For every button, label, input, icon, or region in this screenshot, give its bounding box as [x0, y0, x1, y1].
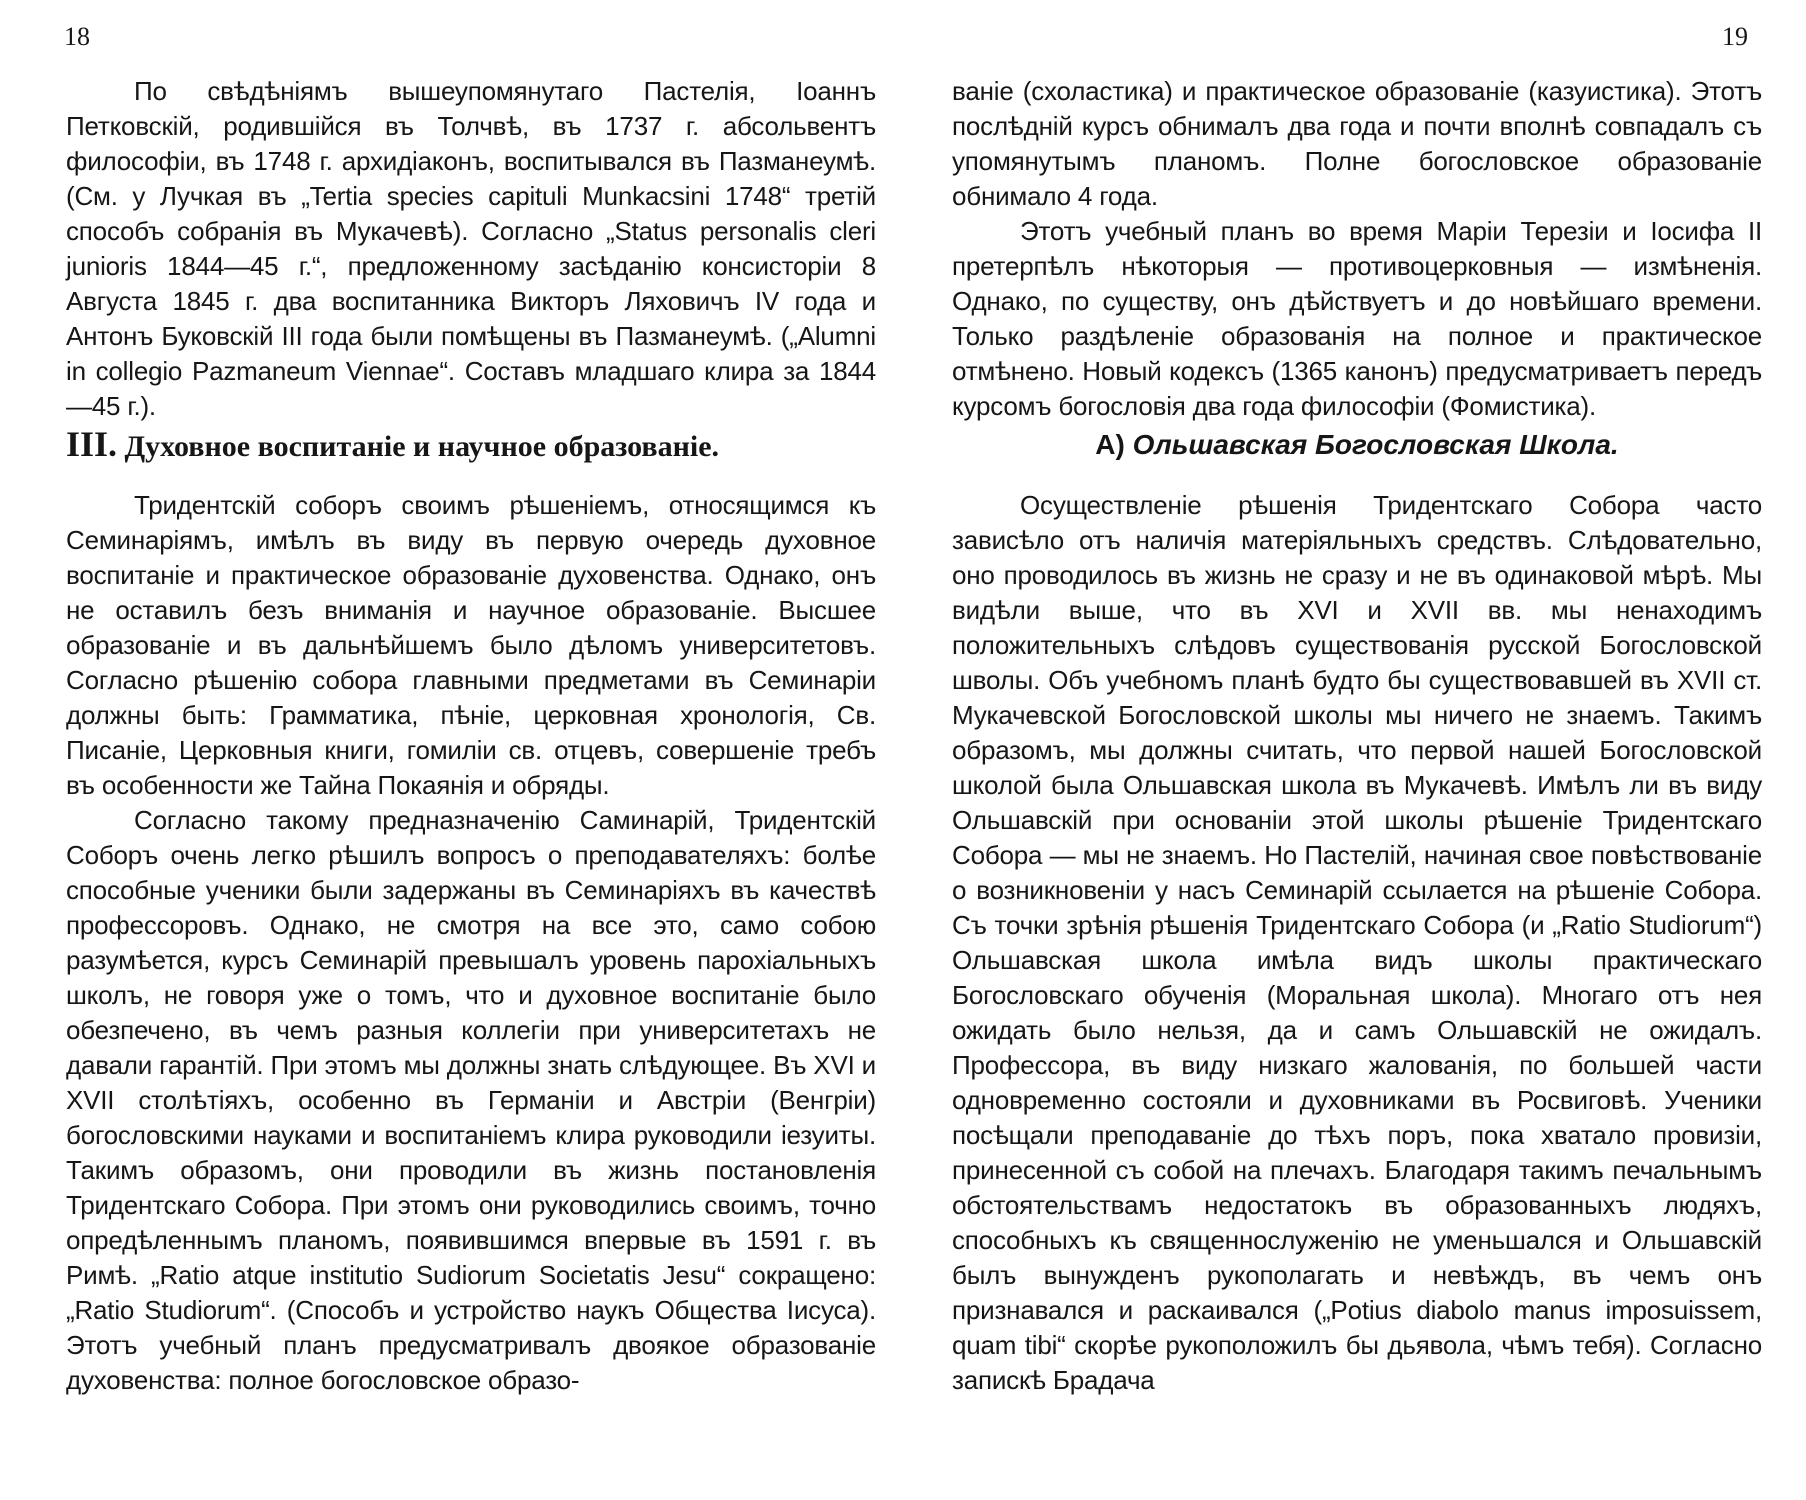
body-paragraph: Этотъ учебный планъ во время Маріи Терезіи и Іосифа II претерпѣлъ нѣкоторыя — противоцерковныя — измѣненія. Однако, по существу, онъ дѣйствуетъ и до новѣйшаго времени. Только раздѣленіе образованія на полное и практическое отмѣнено. Новый кодексъ (1365 канонъ) предусматриваетъ передъ курсомъ богословія два года философіи (Фомистика).: [952, 216, 1762, 421]
body-paragraph: Осуществленіе рѣшенія Тридентскаго Собора часто зависѣло отъ наличія матеріяльныхъ средствъ. Слѣдовательно, оно проводилось въ жизнь не сразу и не въ одинаковой мѣрѣ. Мы видѣли выше, что въ XVI и XVII вв. мы ненаходимъ положительныхъ слѣдовъ существованія русской Богословской шволы. Объ учебномъ планѣ будто бы существовавшей въ XVII ст. Мукачевской Богословской школы мы ничего не знаемъ. Такимъ образомъ, мы должны считать, что первой нашей Богословской школой была Ольшавская школа въ Мукачевѣ. Имѣлъ ли въ виду Ольшавскій при основаніи этой школы рѣшеніе Тридентскаго Собора — мы не знаемъ. Но Пастелій, начиная свое повѣствованіе о возникновеніи у насъ Семинарій ссылается на рѣшеніе Собора. Съ точки зрѣнія рѣшенія Тридентскаго Собора (и „Ratio Studiorum“) Ольшавская школа имѣла видъ школы практическаго Богословскаго обученія (Моральная школа). Многаго отъ нея ожидать было нельзя, да и самъ Ольшавскій не ожидалъ. Профессора, въ виду низкаго жалованія, по большей части одновременно состояли и духовниками въ Росвиговѣ. Ученики посѣщали преподаваніе до тѣхъ поръ, пока хватало провизіи, принесенной съ собой на плечахъ. Благодаря такимъ печальнымъ обстоятельствамъ недостатокъ въ образованныхъ людяхъ, способныхъ къ священнослуженію не уменьшался и Ольшавскій былъ вынужденъ рукополагать и невѣждъ, въ чемъ онъ признавался и раскаивался („Potius diabolo manus imposuissem, quam tibi“ скорѣе рукоположилъ бы дьявола, чѣмъ тебя). Согласно запискѣ Брадача: [952, 490, 1762, 1395]
body-paragraph: Тридентскій соборъ своимъ рѣшеніемъ, относящимся къ Семинаріямъ, имѣлъ въ виду въ первую очередь духовное воспитаніе и практическое образованіе духовенства. Однако, онъ не оставилъ безъ вниманія и научное образованіе. Высшее образованіе и въ дальнѣйшемъ было дѣломъ университетовъ. Согласно рѣшенію собора главными предметами въ Семинаріи должны быть: Грамматика, пѣніе, церковная хронологія, Св. Писаніе, Церковныя книги, гомиліи св. отцевъ, совершеніе требъ въ особенности же Тайна Покаянія и обряды.: [66, 490, 876, 800]
intro-paragraph: По свѣдѣніямъ вышеупомянутаго Пастелія, Іоаннъ Петковскій, родившійся въ Толчвѣ, въ 1737 г. абсольвентъ философіи, въ 1748 г. архидіаконъ, воспитывался въ Пазманеумѣ. (См. у Лучкая въ „Tertia species capituli Munkacsini 1748“ третій способъ собранія въ Мукачевѣ). Согласно „Status personalis cleri junioris 1844—45 г.“, предложенному засѣданію консисторіи 8 Августа 1845 г. два воспитанника Викторъ Ляховичъ IV года и Антонъ Буковскій III года были помѣщены въ Пазманеумѣ. („Alumni in collegio Pazmaneum Viennae“. Составъ младшаго клира за 1844—45 г.).: [66, 76, 876, 421]
section-heading: [66, 424, 719, 467]
right-body-block: [952, 488, 1762, 1398]
body-paragraph: Согласно такому предназначенію Саминарій, Тридентскій Соборъ очень легко рѣшилъ вопросъ о преподавателяхъ: болѣе способные ученики были задержаны въ Семинаріяхъ въ качествѣ профессоровъ. Однако, не смотря на все это, само собою разумѣется, курсъ Семинарій превышалъ уровень парохіальныхъ школъ, не говоря уже о томъ, что и духовное воспитаніе было обезпечено, въ чемъ разныя коллегіи при университетахъ не давали гарантій. При этомъ мы должны знать слѣдующее. Въ XVI и XVII столѣтіяхъ, особенно въ Германіи и Австріи (Венгріи) богословскими науками и воспитаніемъ клира руководили іезуиты. Такимъ образомъ, они проводили въ жизнь постановленія Тридентскаго Собора. При этомъ они руководились своимъ, точно опредѣленнымъ планомъ, появившимся впервые въ 1591 г. въ Римѣ. „Ratio atque institutio Sudiorum Societatis Jesu“ сокращено: „Ratio Studiorum“. (Способъ и устройство наукъ Общества Іисуса). Этотъ учебный планъ предусматривалъ двоякое образованіе духовенства: полное богословское образо-: [66, 805, 876, 1395]
section-title: Духовное воспитаніе и научное образованіе.: [124, 430, 720, 463]
subsection-heading: [952, 426, 1762, 464]
continuation-paragraph: ваніе (схоластика) и практическое образованіе (казуистика). Этотъ послѣдній курсъ обнималъ два года и почти вполнѣ совпадалъ съ упомянутымъ планомъ. Полне богословское образованіе обнимало 4 года.: [952, 76, 1762, 211]
left-page-number: 18: [64, 22, 90, 51]
subsection-letter: А): [1095, 429, 1125, 460]
left-body-block: [66, 488, 876, 1398]
right-top-block: [952, 74, 1762, 424]
subsection-title: Ольшавская Богословская Школа.: [1132, 429, 1619, 460]
left-intro-block: [66, 74, 876, 424]
right-page-number: 19: [1722, 22, 1748, 51]
section-numeral: III.: [66, 424, 118, 464]
